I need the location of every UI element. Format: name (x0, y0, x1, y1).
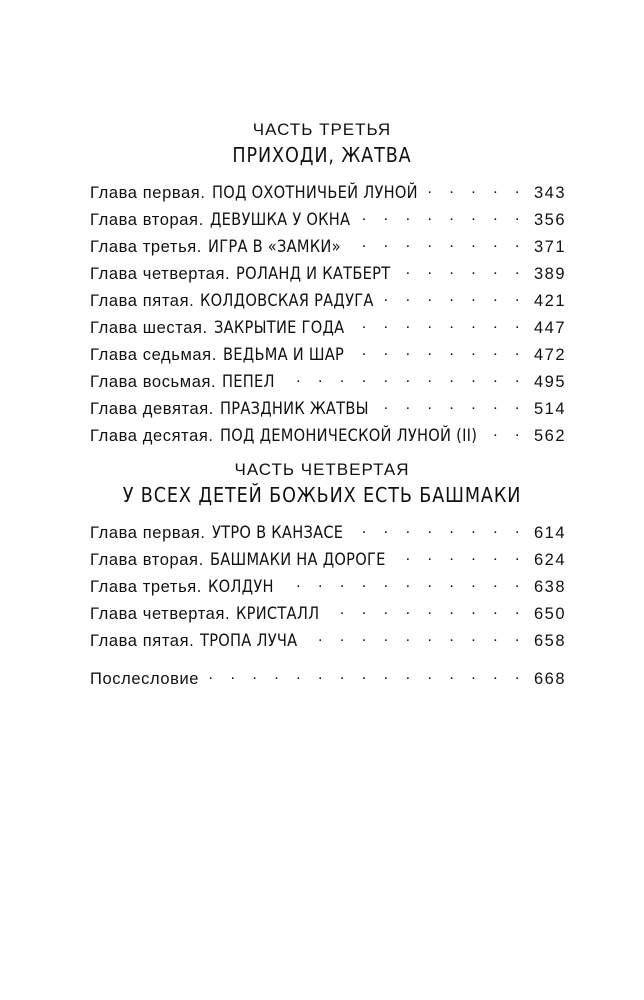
toc-entry[interactable] (90, 520, 566, 544)
chapter-title: КОЛДОВСКАЯ РАДУГА (200, 291, 374, 311)
chapter-title: ЗАКРЫТИЕ ГОДА (213, 318, 345, 338)
chapter-title: ТРОПА ЛУЧА (200, 631, 298, 651)
dot-leader (306, 628, 526, 646)
chapter-label: Глава десятая. (90, 427, 214, 445)
chapter-title: ДЕВУШКА У ОКНА (209, 210, 351, 230)
page-number: 421 (533, 292, 566, 310)
toc-entry[interactable] (90, 369, 566, 393)
toc-entry[interactable] (90, 423, 566, 447)
chapter-label: Глава восьмая. (90, 373, 217, 391)
chapter-title: БАШМАКИ НА ДОРОГЕ (209, 550, 386, 570)
page-number: 638 (533, 578, 566, 596)
toc-entry[interactable] (90, 628, 566, 652)
dot-leader (352, 315, 526, 333)
toc-entry[interactable] (90, 547, 566, 571)
part4-label: ЧАСТЬ ЧЕТВЕРТАЯ (234, 460, 410, 479)
toc-entry-afterword[interactable] (90, 666, 566, 690)
page-number: 472 (533, 346, 566, 364)
part3-title: ПРИХОДИ, ЖАТВА (232, 143, 412, 167)
page-number: 447 (533, 319, 566, 337)
page-number: 624 (533, 551, 566, 569)
page-number: 650 (533, 605, 566, 623)
chapter-label: Глава девятая. (90, 400, 214, 418)
chapter-title: ПРАЗДНИК ЖАТВЫ (219, 399, 369, 419)
chapter-label: Глава вторая. (90, 211, 204, 229)
page-number: 389 (533, 265, 566, 283)
toc-entry[interactable] (90, 234, 566, 258)
chapter-title: РОЛАНД И КАТБЕРТ (236, 264, 391, 284)
dot-leader (352, 342, 526, 360)
toc-entry[interactable] (90, 180, 566, 204)
chapter-label: Глава пятая. (90, 632, 195, 650)
page-number: 356 (533, 211, 566, 229)
part4-title: У ВСЕХ ДЕТЕЙ БОЖЬИХ ЕСТЬ БАШМАКИ (122, 483, 522, 507)
chapter-label: Глава третья. (90, 578, 202, 596)
chapter-label: Глава первая. (90, 184, 206, 202)
chapter-title: КОЛДУН (208, 577, 274, 597)
afterword-label: Послесловие (90, 670, 200, 688)
toc-entry[interactable] (90, 207, 566, 231)
dot-leader (485, 423, 526, 441)
dot-leader (394, 547, 526, 565)
chapter-label: Глава вторая. (90, 551, 204, 569)
toc-entry[interactable] (90, 396, 566, 420)
chapter-label: Глава первая. (90, 524, 206, 542)
chapter-label: Глава седьмая. (90, 346, 217, 364)
chapter-title: УТРО В КАНЗАСЕ (211, 523, 343, 543)
dot-leader (207, 666, 526, 684)
page-number: 495 (533, 373, 566, 391)
page-number: 343 (533, 184, 566, 202)
chapter-title: ВЕДЬМА И ШАР (222, 345, 345, 365)
toc-entry[interactable] (90, 342, 566, 366)
chapter-label: Глава четвертая. (90, 265, 231, 283)
page-number: 668 (533, 670, 566, 688)
dot-leader (351, 520, 526, 538)
chapter-title: ИГРА В «ЗАМКИ» (208, 237, 341, 257)
page-number: 371 (533, 238, 566, 256)
toc-entry[interactable] (90, 288, 566, 312)
chapter-label: Глава шестая. (90, 319, 208, 337)
dot-leader (398, 261, 526, 279)
dot-leader (327, 601, 526, 619)
chapter-title: ПОД ДЕМОНИЧЕСКОЙ ЛУНОЙ (II) (219, 426, 477, 446)
toc-entry[interactable] (90, 601, 566, 625)
page-number: 562 (533, 427, 566, 445)
chapter-title: ПЕПЕЛ (222, 372, 275, 392)
page-number: 514 (533, 400, 566, 418)
dot-leader (382, 288, 526, 306)
chapter-label: Глава четвертая. (90, 605, 231, 623)
dot-leader (349, 234, 526, 252)
part3-label: ЧАСТЬ ТРЕТЬЯ (252, 120, 392, 139)
dot-leader (282, 574, 526, 592)
chapter-title: КРИСТАЛЛ (236, 604, 320, 624)
dot-leader (426, 180, 526, 198)
dot-leader (377, 396, 526, 414)
toc-entry[interactable] (90, 574, 566, 598)
chapter-label: Глава пятая. (90, 292, 195, 310)
dot-leader (358, 207, 526, 225)
toc-entry[interactable] (90, 261, 566, 285)
chapter-title: ПОД ОХОТНИЧЬЕЙ ЛУНОЙ (211, 183, 418, 203)
chapter-label: Глава третья. (90, 238, 202, 256)
page-number: 614 (533, 524, 566, 542)
toc-entry[interactable] (90, 315, 566, 339)
page-number: 658 (533, 632, 566, 650)
dot-leader (283, 369, 526, 387)
